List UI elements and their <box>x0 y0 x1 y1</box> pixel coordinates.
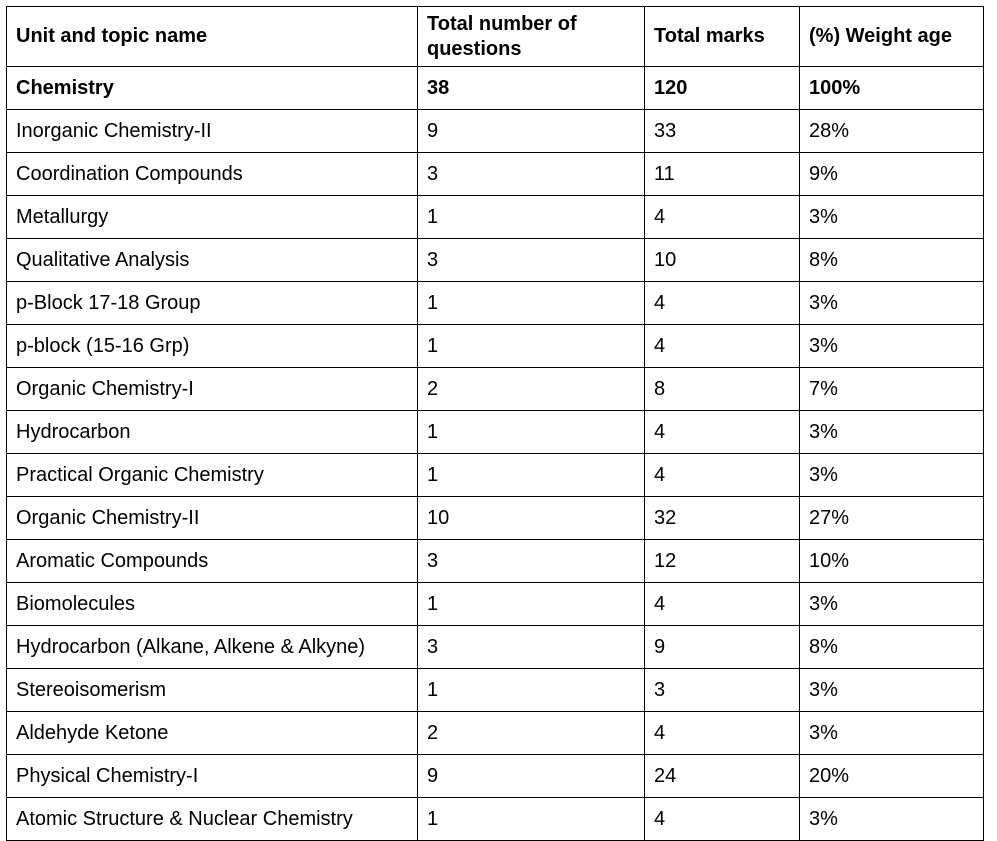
header-questions: Total number of questions <box>418 7 645 67</box>
cell-weight: 28% <box>800 110 984 153</box>
cell-topic: Biomolecules <box>7 583 418 626</box>
cell-topic: Physical Chemistry-I <box>7 755 418 798</box>
cell-weight: 7% <box>800 368 984 411</box>
cell-questions: 3 <box>418 540 645 583</box>
cell-topic: Hydrocarbon (Alkane, Alkene & Alkyne) <box>7 626 418 669</box>
cell-topic: Coordination Compounds <box>7 153 418 196</box>
cell-topic: Aromatic Compounds <box>7 540 418 583</box>
cell-topic: Practical Organic Chemistry <box>7 454 418 497</box>
total-questions: 38 <box>418 67 645 110</box>
cell-marks: 32 <box>645 497 800 540</box>
table-row <box>7 153 984 196</box>
cell-weight: 3% <box>800 798 984 841</box>
table-row <box>7 669 984 712</box>
cell-marks: 33 <box>645 110 800 153</box>
total-marks: 120 <box>645 67 800 110</box>
table-row <box>7 411 984 454</box>
cell-topic: Inorganic Chemistry-II <box>7 110 418 153</box>
cell-topic: Qualitative Analysis <box>7 239 418 282</box>
cell-weight: 3% <box>800 669 984 712</box>
cell-questions: 2 <box>418 712 645 755</box>
cell-marks: 11 <box>645 153 800 196</box>
cell-marks: 4 <box>645 196 800 239</box>
cell-questions: 9 <box>418 110 645 153</box>
cell-marks: 4 <box>645 798 800 841</box>
header-weight: (%) Weight age <box>800 7 984 67</box>
cell-weight: 8% <box>800 626 984 669</box>
cell-topic: Hydrocarbon <box>7 411 418 454</box>
cell-topic: Organic Chemistry-II <box>7 497 418 540</box>
cell-questions: 2 <box>418 368 645 411</box>
header-row <box>7 7 984 67</box>
cell-weight: 20% <box>800 755 984 798</box>
cell-weight: 3% <box>800 411 984 454</box>
table-row <box>7 540 984 583</box>
cell-weight: 8% <box>800 239 984 282</box>
table-row <box>7 239 984 282</box>
cell-marks: 4 <box>645 282 800 325</box>
cell-marks: 4 <box>645 583 800 626</box>
cell-weight: 3% <box>800 325 984 368</box>
cell-marks: 24 <box>645 755 800 798</box>
table-row <box>7 798 984 841</box>
cell-marks: 4 <box>645 712 800 755</box>
cell-marks: 12 <box>645 540 800 583</box>
cell-weight: 3% <box>800 583 984 626</box>
total-topic: Chemistry <box>7 67 418 110</box>
cell-questions: 10 <box>418 497 645 540</box>
table-row <box>7 282 984 325</box>
cell-questions: 1 <box>418 583 645 626</box>
cell-marks: 3 <box>645 669 800 712</box>
cell-marks: 4 <box>645 454 800 497</box>
cell-questions: 3 <box>418 626 645 669</box>
cell-weight: 10% <box>800 540 984 583</box>
cell-marks: 10 <box>645 239 800 282</box>
cell-topic: Metallurgy <box>7 196 418 239</box>
cell-questions: 1 <box>418 454 645 497</box>
table-row <box>7 712 984 755</box>
cell-weight: 27% <box>800 497 984 540</box>
table-row <box>7 626 984 669</box>
table-row <box>7 497 984 540</box>
cell-topic: Stereoisomerism <box>7 669 418 712</box>
cell-weight: 3% <box>800 282 984 325</box>
cell-marks: 9 <box>645 626 800 669</box>
cell-marks: 4 <box>645 411 800 454</box>
cell-topic: Organic Chemistry-I <box>7 368 418 411</box>
cell-marks: 4 <box>645 325 800 368</box>
cell-questions: 3 <box>418 153 645 196</box>
cell-questions: 1 <box>418 325 645 368</box>
chemistry-weightage-table <box>6 6 984 841</box>
cell-questions: 1 <box>418 282 645 325</box>
cell-questions: 3 <box>418 239 645 282</box>
cell-questions: 1 <box>418 411 645 454</box>
cell-marks: 8 <box>645 368 800 411</box>
weightage-table-sheet <box>6 6 984 841</box>
table-row <box>7 583 984 626</box>
table-body <box>7 67 984 841</box>
cell-topic: p-block (15-16 Grp) <box>7 325 418 368</box>
cell-weight: 3% <box>800 454 984 497</box>
cell-topic: p-Block 17-18 Group <box>7 282 418 325</box>
total-row <box>7 67 984 110</box>
header-topic: Unit and topic name <box>7 7 418 67</box>
header-marks: Total marks <box>645 7 800 67</box>
table-row <box>7 110 984 153</box>
table-row <box>7 325 984 368</box>
cell-topic: Atomic Structure & Nuclear Chemistry <box>7 798 418 841</box>
cell-weight: 9% <box>800 153 984 196</box>
table-row <box>7 196 984 239</box>
table-row <box>7 755 984 798</box>
cell-questions: 1 <box>418 798 645 841</box>
table-row <box>7 454 984 497</box>
cell-questions: 1 <box>418 669 645 712</box>
cell-topic: Aldehyde Ketone <box>7 712 418 755</box>
cell-questions: 9 <box>418 755 645 798</box>
cell-weight: 3% <box>800 712 984 755</box>
total-weight: 100% <box>800 67 984 110</box>
cell-questions: 1 <box>418 196 645 239</box>
cell-weight: 3% <box>800 196 984 239</box>
table-row <box>7 368 984 411</box>
